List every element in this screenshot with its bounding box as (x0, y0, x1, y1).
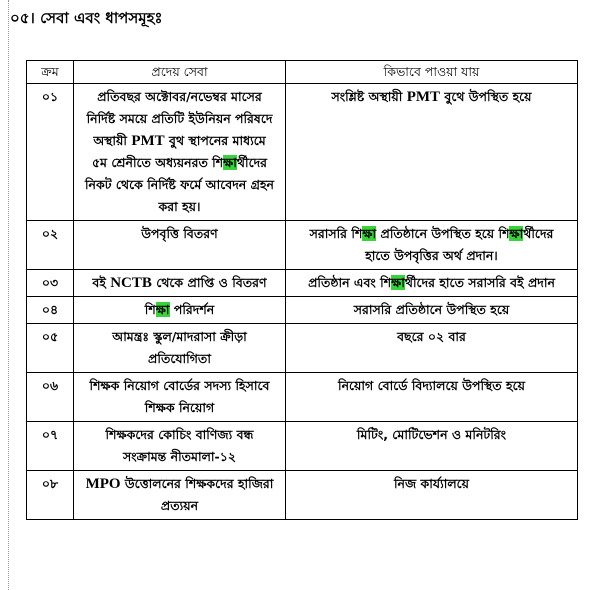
row-service (74, 221, 286, 270)
row-serial: ০৮ (27, 471, 74, 520)
how-line: প্রতিষ্ঠান এবং শিক্ষার্থীদের হাতে সরাসরি বই প্রদান (308, 275, 555, 290)
row-serial: ০৭ (27, 422, 74, 471)
row-how-to-get (286, 373, 578, 422)
service-line: প্রতিবছর অক্টোবর/নভেম্বর মাসের (97, 89, 262, 104)
table-row (27, 270, 578, 297)
page-margin-line (8, 0, 9, 590)
row-serial: ০৩ (27, 270, 74, 297)
how-line: সরাসরি শিক্ষা প্রতিষ্ঠানে উপস্থিত হয়ে শিক্ষার্থীদের (309, 226, 554, 241)
service-line: অস্থায়ী PMT বুথ স্থাপনের মাধ্যমে (93, 133, 266, 149)
service-line: আমন্ত্রঃ স্কুল/মাদরাসা ক্রীড়া (112, 329, 247, 344)
table-row (27, 297, 578, 324)
section-heading: ০৫। সেবা এবং ধাপসমূহঃ (10, 9, 163, 27)
row-serial: ০৬ (27, 373, 74, 422)
table-row (27, 471, 578, 520)
how-line: মিটিং, মোটিভেশন ও মনিটরিং (356, 427, 507, 442)
table-row (27, 373, 578, 422)
row-how-to-get (286, 422, 578, 471)
how-line: বছরে ০২ বার (397, 329, 466, 344)
header-service: প্রদেয় সেবা (74, 61, 286, 84)
row-service (74, 324, 286, 373)
service-line: বই NCTB থেকে প্রাপ্তি ও বিতরণ (92, 275, 267, 291)
row-serial: ০৪ (27, 297, 74, 324)
table-row (27, 221, 578, 270)
service-line: নিকট থেকে নির্দিষ্ট ফর্মে আবেদন গ্রহন (84, 177, 275, 192)
service-line: উপবৃত্তি বিতরণ (141, 226, 218, 241)
service-line: ৫ম শ্রেনীতে অধ্যয়নরত শিক্ষার্থীদের (91, 155, 268, 170)
row-serial: ০১ (27, 84, 74, 221)
how-line: সরাসরি প্রতিষ্ঠানে উপস্থিত হয়ে (353, 302, 510, 317)
table-body (27, 84, 578, 520)
service-line: প্রত্যয়ন (160, 498, 199, 513)
how-line: হাতে উপবৃত্তির অর্থ প্রদান। (365, 248, 498, 263)
row-serial: ০৫ (27, 324, 74, 373)
table-row (27, 84, 578, 221)
row-how-to-get (286, 471, 578, 520)
row-service (74, 422, 286, 471)
table-header-row (27, 61, 578, 84)
service-line: শিক্ষা পরিদর্শন (144, 302, 215, 317)
header-serial: ক্রম (27, 61, 74, 84)
row-how-to-get (286, 221, 578, 270)
row-service (74, 270, 286, 297)
how-line: সংশ্লিষ্ট অস্থায়ী PMT বুথে উপস্থিত হয়ে (331, 89, 532, 105)
row-service (74, 84, 286, 221)
service-line: প্রতিযোগিতা (148, 351, 211, 366)
service-line: সংক্রামন্ত নীতমালা-১২ (123, 449, 236, 464)
row-how-to-get (286, 297, 578, 324)
how-line: নিজ কার্য্যালয়ে (393, 476, 470, 491)
service-line: শিক্ষক নিয়োগ (144, 400, 215, 415)
table-row (27, 422, 578, 471)
service-line: শিক্ষক নিয়োগ বোর্ডের সদস্য হিসাবে (89, 378, 270, 393)
row-service (74, 297, 286, 324)
service-line: শিক্ষকদের কোচিং বাণিজ্য বন্ধ (105, 427, 254, 442)
service-line: নির্দিষ্ট সময়ে প্রতিটি ইউনিয়ন পরিষদে (86, 111, 273, 126)
how-line: নিয়োগ বোর্ডে বিদ্যালয়ে উপস্থিত হয়ে (338, 378, 525, 393)
row-how-to-get (286, 270, 578, 297)
row-serial: ০২ (27, 221, 74, 270)
services-table (26, 60, 578, 520)
service-line: করা হয়। (158, 199, 201, 214)
row-how-to-get (286, 84, 578, 221)
row-service (74, 373, 286, 422)
service-line: MPO উত্তোলনের শিক্ষকদের হাজিরা (85, 476, 274, 492)
table-row (27, 324, 578, 373)
header-how-to-get: কিভাবে পাওয়া যায় (286, 61, 578, 84)
row-service (74, 471, 286, 520)
row-how-to-get (286, 324, 578, 373)
